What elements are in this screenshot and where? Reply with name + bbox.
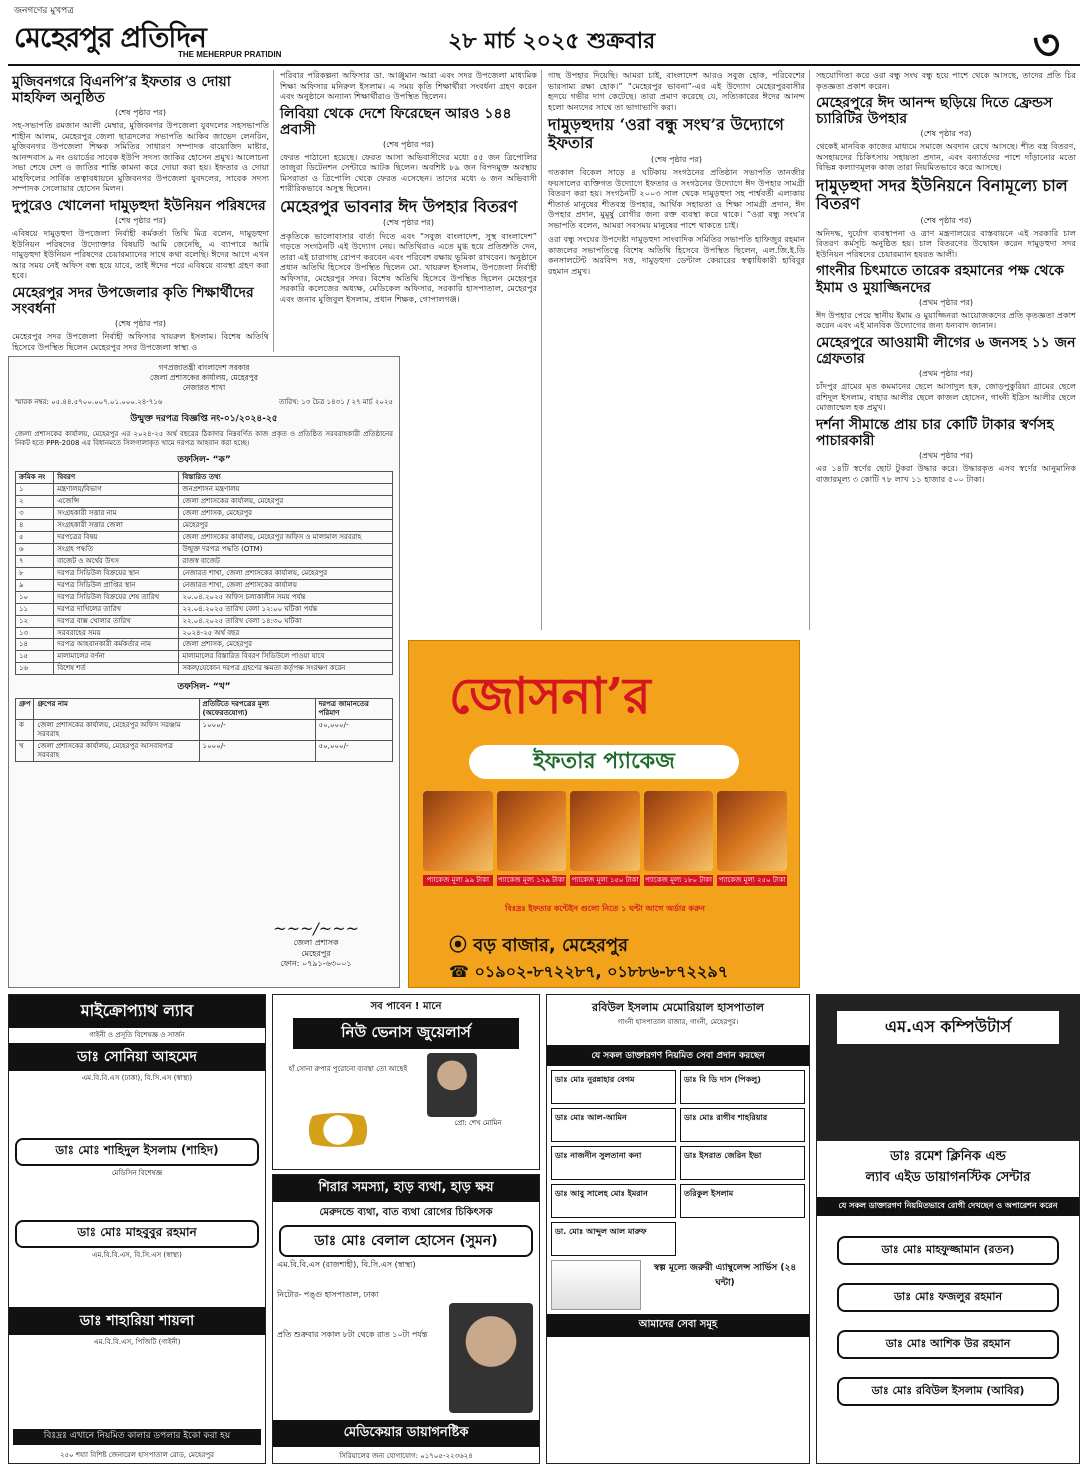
- table-row: [16, 567, 393, 579]
- doctor-belal-ad: [272, 1174, 540, 1464]
- ad-address: গাংনী হাসপাতাল বাজার, গাংনী, মেহেরপুর।: [617, 1018, 739, 1026]
- table-cell: বাজেট ও অর্থের উৎস: [54, 555, 179, 567]
- table-cell: ১৪: [16, 639, 54, 651]
- table-cell: মালামালের বিস্তারিত বিবরণ সিডিউলে পাওয়া যাবে: [179, 651, 393, 663]
- table-cell: মেহেরপুর: [179, 519, 393, 531]
- table-row: [16, 615, 393, 627]
- food-photo: [717, 791, 787, 871]
- ad-title: এম.এস কম্পিউটার্স: [837, 1011, 1059, 1044]
- clinic-name-2: ল্যাব এইড ডায়াগনস্টিক সেন্টার: [865, 1170, 1031, 1185]
- food-photo: [497, 791, 567, 871]
- food-photo: [570, 791, 640, 871]
- table-cell: দরপত্রের বিষয়: [54, 531, 179, 543]
- doctor-workplace: নিটোর- পঙ্গু হাসপাতাল, ঢাকা: [277, 1290, 379, 1299]
- table-cell: জেলা প্রশাসকের কার্যালয়, মেহেরপুর অফিস ও মালামাল সরবরাহ: [179, 531, 393, 543]
- doctor-name: ডাঃ মোঃ মাহফুজ্জামান (রতন): [837, 1236, 1059, 1265]
- table-row: [16, 484, 393, 496]
- ad-title: মাইক্রোপ্যাথ ল্যাব: [9, 995, 265, 1028]
- headline: দামুড়হুদা সদর ইউনিয়নে বিনামূল্যে চাল বিতরণ: [816, 175, 1068, 214]
- table-cell: ১০: [16, 591, 54, 603]
- doctor-qualification: এম.বি.বি.এস, বি.সি.এস (স্বাস্থ্য): [92, 1251, 182, 1260]
- schedule-a-caption: তফসিল- “ক”: [177, 455, 231, 466]
- table-cell: ১০০০/-: [199, 720, 315, 741]
- headline: দামুড়হুদায় ‘ওরা বন্ধু সংঘ’র উদ্যোগে ইফতার: [548, 115, 784, 153]
- table-cell: দরপত্র সিডিউল বিক্রয়ের স্থান: [54, 567, 179, 579]
- phone-text: ০১৯০২-৮৭২২৮৭, ০১৮৮৬-৮৭২২৯৭: [474, 962, 729, 981]
- table-cell: ২: [16, 496, 54, 508]
- table-cell: সংগ্রহকারী সত্তার জেলা: [54, 519, 179, 531]
- table-cell: জেলা প্রশাসকের কার্যালয়, মেহেরপুর অফিস সরঞ্জাম সরবরাহ: [34, 720, 199, 741]
- article-body: এবিষয়ে দামুড়হুদা উপজেলা নির্বাহী কর্মকর্তা তিথি মিত্র বলেন, দামুড়হুদা ইউনিয়ন পরিষদের উদ্যোক্তার বিষয়টি আমি জেনেছি, এ ব্যাপারে আমি দামুড়হুদা ইউনিয়ন পরিষদের চেয়ারম্যানের সাথে কথা বলেছি। ঈদের আগে এখন আর সময় নেই অফিস বন্ধ হয়ে যাবে, তাই ঈদের পরে এবিষয়ে ব্যবস্থা গ্রহণ করা হবে।: [12, 228, 269, 281]
- ad-bar: যে সকল ডাক্তারগণ নিয়মিত সেবা প্রদান করছেন: [547, 1045, 809, 1066]
- table-cell: ৯: [16, 579, 54, 591]
- doctor-name: ডাঃ মোঃ ফজলুর রহমান: [837, 1283, 1059, 1312]
- table-cell: ২২.০৪.২০২৫ তারিখ বেলা ১৪:৩০ ঘটিকা: [179, 615, 393, 627]
- doctor-qualification: এম.বি.বি.এস, পিজিটি (গাইনী): [93, 1338, 181, 1346]
- phone-icon: ☎: [449, 962, 475, 981]
- order-note: বিঃদ্রঃ ইফতার কন্টেইন গুলো নিতে ১ ঘন্টা আগে অর্ডার করুন: [505, 904, 705, 913]
- article-body: পরিবার পরিকল্পনা অফিসার ডা. আঞ্জুমান আরা এবং সদর উপজেলা মাধ্যমিক শিক্ষা অফিসার মনিরুল ইসলাম। এ সময় কৃতি শিক্ষার্থীরা সংবর্ধনা গ্রহণ করেন এবং অনুষ্ঠানে অন্যান্য শিক্ষার্থীরাও উপস্থিত ছিলেন।: [280, 70, 537, 101]
- continued-note: (প্রথম পৃষ্ঠার পর): [918, 369, 974, 379]
- ambulance-image: [551, 1260, 641, 1310]
- owner-name: প্রো: শেখ মোমিন: [454, 1119, 502, 1127]
- package-price: প্যাকেজ মূল্য ১২৯ টাকা: [497, 876, 565, 884]
- location-icon: ⦿: [449, 935, 474, 956]
- headline: মুজিবনগরে বিএনপি’র ইফতার ও দোয়া মাহফিল অনুষ্ঠিত: [12, 74, 231, 107]
- table-cell: ১২: [16, 615, 54, 627]
- visiting-hours: প্রতি শুক্রবার সকাল ৮টা থেকে রাত ১০টা পর্যন্ত: [277, 1330, 428, 1339]
- column-1: [8, 70, 274, 352]
- article-body: থেকেই মানবিক কাজের মাধ্যমে সমাজে অবদান রেখে আসছে। শীত বস্ত্র বিতরণ, অসহায়দের চিকিৎসায় সহায়তা প্রদান, এবং বন্যার্তদের পাশে দাঁড়ানোর মতো বিভিন্ন কল্যাণমূলক কাজ তারা নিয়মিতভাবে করে আসছে।: [816, 141, 1076, 173]
- ad-title: নিউ ভেনাস জুয়েলার্স: [293, 1018, 519, 1049]
- continued-note: (শেষ পৃষ্ঠার পর): [383, 139, 434, 149]
- services-title: আমাদের সেবা সমূহ: [547, 1314, 809, 1337]
- table-header-cell: প্রতিটিতে দরপত্রের মূল্য (অফেরতযোগ্য): [199, 699, 315, 720]
- schedule-a-table: [15, 471, 393, 675]
- notice-body: জেলা প্রশাসকের কার্যালয়, মেহেরপুর এর ২০২৪-২৫ অর্থ বছরের ঠিকাদার নিম্নবর্ণিত কাজ প্রকৃত ও প্রতিষ্ঠিত সরবরাহকারী প্রতিষ্ঠানের নিকট হতে PPR-2008 এর বিধানমতে সিলগালাকৃত খামে দরপত্র আহবান করা হচ্ছে।: [15, 430, 393, 448]
- doctor-name: ডা. মোঃ আব্দুল আল মারুফ: [551, 1222, 676, 1256]
- table-cell: মালামালের বর্ণনা: [54, 651, 179, 663]
- headline: দুপুরেও খোলেনা দামুড়হুদা ইউনিয়ন পরিষদের: [12, 197, 266, 214]
- signature: ~~~/~~~: [273, 919, 359, 939]
- table-cell: দরপত্র সিডিউল বিক্রয়ের শেষ তারিখ: [54, 591, 179, 603]
- ad-address: ২৫০ শয্যা বিশিষ্ট জেনারেল হাসপাতাল রোড, মেহেরপুর: [59, 1451, 215, 1460]
- newspaper-logo: মেহেরপুর প্রতিদিন: [14, 21, 206, 54]
- table-row: [16, 720, 393, 741]
- notice-date: তারিখ: ১৩ চৈত্র ১৪৩১ / ২৭ মার্চ ২০২৫: [278, 398, 393, 407]
- headline: মেহেরপুর সদর উপজেলার কৃতি শিক্ষার্থীদের সংবর্ধনা: [12, 284, 254, 317]
- page-number: ৩: [1032, 20, 1060, 66]
- headline: গাংনীর চিৎমাতে তারেক রহমানের পক্ষ থেকে ইমাম ও মুয়াজ্জিনদের: [816, 263, 1064, 296]
- table-cell: ৭: [16, 555, 54, 567]
- table-cell: জেলা প্রশাসকের কার্যালয়, মেহেরপুর আসবাবপত্র সরবরাহ: [34, 741, 199, 762]
- doctor-qualification: এম.বি.বি.এস (রাজশাহী), বি.সি.এস (স্বাস্থ্য): [277, 1260, 416, 1269]
- headline: মেহেরপুর ভাবনার ঈদ উপহার বিতরণ: [280, 196, 518, 216]
- doctor-grid: [547, 1066, 809, 1260]
- table-cell: সংগ্রহকারী সত্তার নাম: [54, 507, 179, 519]
- headline: দর্শনা সীমান্তে প্রায় চার কোটি টাকার স্বর্ণসহ পাচারকারী: [816, 416, 1054, 449]
- continued-note: (শেষ পৃষ্ঠার পর): [115, 216, 166, 226]
- article-body: এর ১৪টি স্বর্ণের ছোট টুকরা উদ্ধার করে। উদ্ধারকৃত এসব স্বর্ণের আনুমানিক বাজারমূল্য ৩ কোটি ৭৮ লাখ ১১ হাজার ৫০০ টাকা।: [816, 463, 1076, 484]
- table-row: [16, 531, 393, 543]
- iftar-package-ad: [408, 640, 800, 988]
- package-price: প্যাকেজ মূল্য ১৮০ টাকা: [645, 876, 713, 884]
- table-cell: ১৩: [16, 627, 54, 639]
- computers-clinic-ad: [816, 994, 1080, 1464]
- food-photo: [644, 791, 714, 871]
- doctor-name: ডাঃ মোঃ শাহিদুল ইসলাম (শাহিদ): [15, 1138, 259, 1166]
- package-price: প্যাকেজ মূল্য ২৫০ টাকা: [718, 876, 786, 884]
- table-cell: দরপত্র বাক্স খোলার তারিখ: [54, 615, 179, 627]
- table-header-cell: গ্রুপ: [16, 699, 34, 720]
- article-body: চাঁদপুর গ্রামের মৃত কমমানের ছেলে আসাদুল হক, জোড়পুকুরিয়া গ্রামের ছেলে রশিদুল ইসলাম, বাহার আলীর ছেলে কাজল হোসেন, গাংনী ইদ্রিস আলীর ছেলে মোজাম্মেল হক প্রমুখ।: [816, 381, 1076, 413]
- table-row: [16, 555, 393, 567]
- jewellers-ad: [272, 994, 540, 1170]
- article-body: ঈদ উপহার পেয়ে স্থানীয় ইমাম ও মুয়াজ্জিনরা আয়োজকদের প্রতি কৃতজ্ঞতা প্রকাশ করেন এবং এই মানবিক উদ্যোগের জন্য ধন্যবাদ জানান।: [816, 309, 1076, 331]
- table-cell: নেজারত শাখা, জেলা প্রশাসকের কার্যালয়, মেহেরপুর: [179, 567, 393, 579]
- restaurant-brand: জোসনা’র: [449, 666, 651, 725]
- table-cell: ক: [16, 720, 34, 741]
- table-cell: উন্মুক্ত দরপত্র পদ্ধতি (OTM): [179, 543, 393, 555]
- doctor-name: ডাঃ মোঃ মাহবুবুর রহমান: [15, 1220, 259, 1248]
- doctor-name: ডাঃ মোঃ আল-আমিন: [551, 1108, 676, 1142]
- package-price: প্যাকেজ মূল্য ১৫০ টাকা: [571, 876, 639, 884]
- continued-note: (শেষ পৃষ্ঠার পর): [920, 215, 972, 225]
- table-cell: ২২.০৪.২০২৫ তারিখ বেলা ১২:০০ ঘটিকা পর্যন্ত: [179, 603, 393, 615]
- article-body: মেহেরপুর সদর উপজেলা নির্বাহী অফিসার খায়রুল ইসলাম। বিশেষ অতিথি হিসেবে উপস্থিত ছিলেন মেহেরপুর সদর উপজেলা স্বাস্থ্য ও: [12, 331, 269, 352]
- table-row: [16, 496, 393, 508]
- article-body: অনিদদ্ধ, দুর্যোগ ব্যবস্থাপনা ও ত্রাণ মন্ত্রণালয়ের বাস্তবায়নে এই সরকারি চাল বিতরণ কর্মসূচি অনুষ্ঠিত হয়। চাল বিতরণের উদ্বোধন করেন দামুড়হুদা সদর ইউনিয়ন পরিষদের চেয়ারম্যান হযরত আলী।: [816, 227, 1076, 259]
- doctor-qualification: এম.বি.বি.এস (ঢাকা), বি.সি.এস (স্বাস্থ্য): [81, 1073, 193, 1082]
- article-body: সহযোগিতা করে ওরা বন্ধু সংঘ বন্ধু হয়ে পাশে থেকে আসছে, তাদের প্রতি চির কৃতজ্ঞতা প্রকাশ করেন।: [816, 70, 1076, 91]
- package-price: প্যাকেজ মূল্য ৯৯ টাকা: [423, 875, 493, 886]
- table-row: [16, 579, 393, 591]
- table-header-cell: গ্রুপের নাম: [34, 699, 199, 720]
- doctor-name: ডাঃ সোনিয়া আহমেদ: [9, 1043, 265, 1071]
- serial-phone: সিরিয়ালের জন্য যোগাযোগ: ০১৭০৫-২২৩৬২৪: [339, 1452, 473, 1461]
- signatory-phone: ফোন: ০৭৯১-৬৩০০১: [280, 958, 352, 968]
- address-text: বড় বাজার, মেহেরপুর: [473, 935, 628, 956]
- notice-govt-line: গণপ্রজাতন্ত্রী বাংলাদেশ সরকার: [158, 363, 250, 372]
- table-cell: দরপত্র সিডিউল প্রাপ্তির স্থান: [54, 579, 179, 591]
- table-cell: ২০২৪-২৫ অর্থ বছর: [179, 627, 393, 639]
- table-cell: দরপত্র দাখিলের তারিখ: [54, 603, 179, 615]
- table-row: [16, 591, 393, 603]
- table-row: [16, 651, 393, 663]
- continued-note: (শেষ পৃষ্ঠার পর): [651, 154, 702, 164]
- gold-ring-image: [293, 1113, 383, 1147]
- table-cell: ১০০০/-: [199, 741, 315, 762]
- table-cell: ২০.০৪.২০২৫ অফিস চলাকালীন সময় পর্যন্ত: [179, 591, 393, 603]
- ad-tagline: সব পাবেন ! মানে: [370, 1001, 442, 1012]
- table-row: [16, 741, 393, 762]
- notice-title: উন্মুক্ত দরপত্র বিজ্ঞপ্তি নং-০১/২০২৪-২৫: [130, 414, 278, 425]
- doctor-name: ডাঃ নাজনীন সুলতানা কনা: [551, 1146, 676, 1180]
- newspaper-logo-en: THE MEHERPUR PRATIDIN: [178, 50, 282, 59]
- doctor-name: তরিকুল ইসলাম: [680, 1184, 805, 1218]
- continued-note: (শেষ পৃষ্ঠার পর): [383, 218, 434, 228]
- doctor-name: ডাঃ আবু সালেহ মোঃ ইমরান: [551, 1184, 676, 1218]
- doctor-name: ডাঃ মোঃ নুরন্নাহার বেগম: [551, 1070, 676, 1104]
- doctor-name: ডাঃ মোঃ বেলাল হোসেন (সুমন): [279, 1225, 533, 1257]
- doctor-list: [817, 1216, 1079, 1428]
- article-body: গাছ উপহার দিয়েছি। আমরা চাই, বাংলাদেশ আরও সবুজ হোক, পরিবেশের ভারসাম্য রক্ষা হোক।” “মেহেরপুর ভাবনা”-এর এই উদ্যোগ মেহেরপুরবাসীর হৃদয়ে গভীর দাগ কেটেছে। তারা প্রমাণ করেছে যে, সত্যিকারের ঈদের আনন্দ হলো অন্যদের সাথে তা ভাগাভাগি করা।: [548, 70, 805, 112]
- doctor-name: ডাঃ বি ডি দাস (পিকলু): [680, 1070, 805, 1104]
- notice-memo: স্মারক নম্বর: ০৫.৪৪.৫৭০০.০০৭.০১.০০০.২৪-৭১৬: [15, 398, 163, 407]
- table-cell: ১৬: [16, 663, 54, 675]
- article-body: সহ-সভাপতি রমজান আলী মেম্বার, মুজিবনগর উপজেলা যুবদলের সহসভাপতি শাহীন আলম, মেহেরপুর জেলা ছাত্রদলের সভাপতি আকিব জাভেদ লেনরিন, মুজিবনগর উপজেলা শিক্ষক সমিতির সাধারণ সম্পাদক বায়োজিদ মাষ্টার, আনন্দবাস ৯ নং ওয়ার্ডের সাবেক ইউপি সদস্য জাকির হোসেন প্রমুখ। আলোচনা সভা শেষে দেশ ও জাতির শান্তি কামনা করে দোয়া করা হয়। ইফতার ও দোয়া মাহফিলের সার্বিক তত্বাবধায়নে মুজিবনগর উপজেলা যুবদলের, সাবেক সদস্য সম্পাদক সেলোয়ার হোসেন মিলন।: [12, 120, 269, 194]
- continued-note: (প্রথম পৃষ্ঠার পর): [918, 450, 974, 460]
- table-cell: ৮: [16, 567, 54, 579]
- article-body: প্রকৃতিকে ভালোবাসার বার্তা দিতে এবং “সবুজ বাংলাদেশ, সুস্থ বাংলাদেশ” গড়তে সংগঠনটি এই উদ্যোগ নেয়। অতিথিরাও এতে মুগ্ধ হয়ে প্রতিশ্রুতি দেন, তারা এই চারাগাছ রোপণ করবেন এবং পরিবেশ রক্ষায় ভূমিকা রাখবেন। অনুষ্ঠানে প্রধান অতিথি হিসেবে উপস্থিত ছিলেন মো. খায়রুল ইসলাম, উপজেলা নির্বাহী অফিসার, মেহেরপুর সদর। বিশেষ অতিথি হিসেবে উপস্থিত ছিলেন মেহেরপুর সরকারি কলেজের অধ্যক্ষ, মেডিকেল অফিসার, সরকারি হাসপাতাল, মেহেরপুর এবং জনাব মুজিবুল ইসলাম, প্রধান শিক্ষক, গোপালগঞ্জ।: [280, 230, 537, 304]
- ad-subtitle: গাইনী ও প্রসূতি বিশেষজ্ঞ ও সার্জন: [89, 1031, 185, 1039]
- table-header-cell: বিবরণ: [54, 472, 179, 484]
- owner-photo: [427, 1053, 477, 1117]
- iftar-package-label: ইফতার প্যাকেজ: [469, 745, 739, 779]
- doctor-name: ডাঃ মোঃ আশিক উর রহমান: [837, 1330, 1059, 1359]
- table-cell: দরপত্র আহবানকারী কর্মকর্তার নাম: [54, 639, 179, 651]
- table-cell: ৫০,০০০/-: [315, 720, 392, 741]
- table-row: [16, 603, 393, 615]
- table-row: [16, 507, 393, 519]
- table-row: [16, 519, 393, 531]
- tender-notice: [8, 356, 400, 988]
- table-cell: ১১: [16, 603, 54, 615]
- notice-office-line: জেলা প্রশাসকের কার্যালয়, মেহেরপুর: [149, 372, 259, 382]
- table-header-cell: বিস্তারিত তথ্য: [179, 472, 393, 484]
- article-body: গতকাল বিকেল সাড়ে ৪ ঘটিকায় সংগঠনের প্রতিষ্ঠান সভাপতি তানজীর ফয়সালের ব্যক্তিগত উদ্যোগে ইফতার ও সংগঠনের উদ্যোগে ঈদ উপহার সামগ্রী বিতরণ করা হয়। সংগঠনটি ২০০৩ সাল থেকে দামুড়হুদা সহ পার্শ্ববর্তী এলাকায় শীতার্ত মানুষের শীতবস্ত্র উপহার, আর্থিক সহায়তা ও শিক্ষা সামগ্রী প্রদান, ঈদ উপহার প্রদান, মুমূর্ষু রোগীর জন্য রক্ত ব্যবস্থা করে থাকে। “ওরা বন্ধু সংঘ’র সভাপতি বলেন, আমরা সবসময় মানুষের পাশে থাকতে চাই।: [548, 167, 805, 230]
- table-cell: ৫: [16, 531, 54, 543]
- column-4: [812, 70, 1080, 988]
- table-row: [16, 639, 393, 651]
- signature-block: [273, 919, 359, 969]
- table-cell: সরবরাহের সময়: [54, 627, 179, 639]
- article-body: ওরা বন্ধু সংঘের উপদেষ্টা দামুড়হুদা সাংবাদিক সমিতির সভাপতি হাফিজুর রহমান কাজলের সভাপতিত্বে বিশেষ অতিথি হিসেবে উপস্থিত ছিলেন, এল.জি.ই.ডি কনসালটেন্ট অরবিন্দ দত্ত, দামুড়হুদা ডেন্টাল কেয়ারের স্বত্বাধিকারী হাবিবুর রহমান প্রমুখ।: [548, 234, 805, 276]
- table-cell: জেলা প্রশাসকের কার্যালয়, মেহেরপুর: [179, 496, 393, 508]
- doctor-name: ডাঃ মোঃ রাগীব শাহরিয়ার: [680, 1108, 805, 1142]
- diagnostic-name: মেডিকেয়ার ডায়াগনষ্টিক: [273, 1420, 539, 1447]
- ad-text: হাঁ সোনা রুপার পুরোনো ব্যবস্থা তো আছেই: [288, 1065, 408, 1073]
- issue-date: ২৮ মার্চ ২০২৫ শুক্রবার: [448, 28, 656, 54]
- notice-section-line: নেজারত শাখা: [182, 382, 226, 392]
- table-cell: ৪: [16, 519, 54, 531]
- table-row: [16, 627, 393, 639]
- masthead: [8, 6, 1080, 66]
- schedule-b-caption: তফসিল- “খ”: [177, 682, 231, 693]
- table-cell: জেলা প্রশাসক, মেহেরপুর: [179, 639, 393, 651]
- ambulance-text: স্বল্প মূল্যে জরুরী এ্যাম্বুলেন্স সার্ভিস (২৪ ঘন্টা): [653, 1262, 797, 1288]
- table-cell: ৫০,০০০/-: [315, 741, 392, 762]
- headline: লিবিয়া থেকে দেশে ফিরেছেন আরও ১৪৪ প্রবাসী: [280, 105, 512, 138]
- table-cell: ১৫: [16, 651, 54, 663]
- headline: মেহেরপুরে ঈদ আনন্দ ছড়িয়ে দিতে ফ্রেন্ডস চ্যারিটির উপহার: [816, 95, 1053, 128]
- continued-note: (শেষ পৃষ্ঠার পর): [920, 129, 972, 139]
- micropath-lab-ad: [8, 994, 266, 1464]
- table-cell: সংগ্রহ পদ্ধতি: [54, 543, 179, 555]
- doctor-name: ডাঃ মোঃ রবিউল ইসলাম (আবির): [837, 1377, 1059, 1406]
- column-3: [544, 70, 810, 630]
- ad-subheadline: মেরুদন্ডে ব্যথা, বাত ব্যথা রোগের চিকিৎসক: [319, 1207, 493, 1218]
- doctor-name: ডাঃ ইসরাত জেরিন ইভা: [680, 1146, 805, 1180]
- table-cell: মন্ত্রণালয়/বিভাগ: [54, 484, 179, 496]
- table-cell: ৬: [16, 543, 54, 555]
- table-row: [16, 543, 393, 555]
- table-cell: ৩: [16, 507, 54, 519]
- schedule-b-table: [15, 698, 393, 762]
- phone: [449, 959, 728, 986]
- continued-note: (শেষ পৃষ্ঠার পর): [115, 108, 166, 118]
- table-row: [16, 663, 393, 675]
- table-cell: রাজস্ব বাজেট: [179, 555, 393, 567]
- ad-title: রবিউল ইসলাম মেমোরিয়াল হাসপাতাল: [592, 1001, 764, 1014]
- headline: মেহেরপুরে আওয়ামী লীগের ৬ জনসহ ১১ জন গ্রেফতার: [816, 334, 1076, 367]
- hospital-ad: [546, 994, 810, 1464]
- food-photo: [423, 791, 493, 871]
- table-cell: জনপ্রশাসন মন্ত্রণালয়: [179, 484, 393, 496]
- address: [449, 931, 628, 962]
- clinic-name: ডাঃ রমেশ ক্লিনিক এন্ড: [890, 1149, 1006, 1164]
- table-cell: নেজারত শাখা, জেলা প্রশাসকের কার্যালয়: [179, 579, 393, 591]
- continued-note: (শেষ পৃষ্ঠার পর): [115, 318, 166, 328]
- doctor-qualification: মেডিসিন বিশেষজ্ঞ: [111, 1168, 163, 1177]
- package-prices: [423, 875, 787, 886]
- masthead-tagline: জনগণের মুখপত্র: [14, 6, 74, 16]
- table-cell: খ: [16, 741, 34, 762]
- signatory-place: মেহেরপুর: [301, 948, 331, 958]
- table-cell: সকল/যেকোন দরপত্র গ্রহণের ক্ষমতা কর্তৃপক্ষ সংরক্ষণ করেন: [179, 663, 393, 675]
- continued-note: (প্রথম পৃষ্ঠার পর): [918, 297, 974, 307]
- article-body: ফেরত পাঠানো হয়েছে। ফেরত আসা অভিবাসীদের মধ্যে ৫৫ জন ত্রিপোলির তাজুরা ডিটেনশন সেন্টারে আটক ছিলেন। অবশিষ্ট ৮৯ জন বিপদমুক্ত অবস্থায় মিসরাতা ও ত্রিপোলি থেকে ফেরত এসেছেন। তাদের মধ্যে ৬ জন অভিবাসী শারীরিকভাবে অসুস্থ ছিলেন।: [280, 151, 537, 194]
- doctor-photo: [449, 1303, 533, 1413]
- computers-ad-banner: [817, 995, 1079, 1141]
- table-cell: এজেন্সি: [54, 496, 179, 508]
- table-header-cell: দরপত্র জামানতের পরিমাণ: [315, 699, 392, 720]
- table-cell: ১: [16, 484, 54, 496]
- signatory-title: জেলা প্রশাসক: [293, 938, 339, 948]
- table-header-cell: ক্রমিক নং: [16, 472, 54, 484]
- food-photos: [423, 791, 787, 871]
- ad-bar: যে সকল ডাক্তারগণ নিয়মিতভাবে রোগী দেখছেন ও অপারেশন করেন: [817, 1197, 1079, 1216]
- doctor-name: ডাঃ শাহারিয়া শায়লা: [9, 1307, 265, 1335]
- ad-footer-note: বিঃদ্রঃ এখানে নিয়মিত কালার ডপলার ইকো করা হয়: [13, 1429, 261, 1445]
- ad-headline: শিরার সমস্যা, হাড় ব্যথা, হাড় ক্ষয়: [273, 1175, 539, 1202]
- table-cell: জেলা প্রশাসক, মেহেরপুর: [179, 507, 393, 519]
- table-cell: বিশেষ শর্ত: [54, 663, 179, 675]
